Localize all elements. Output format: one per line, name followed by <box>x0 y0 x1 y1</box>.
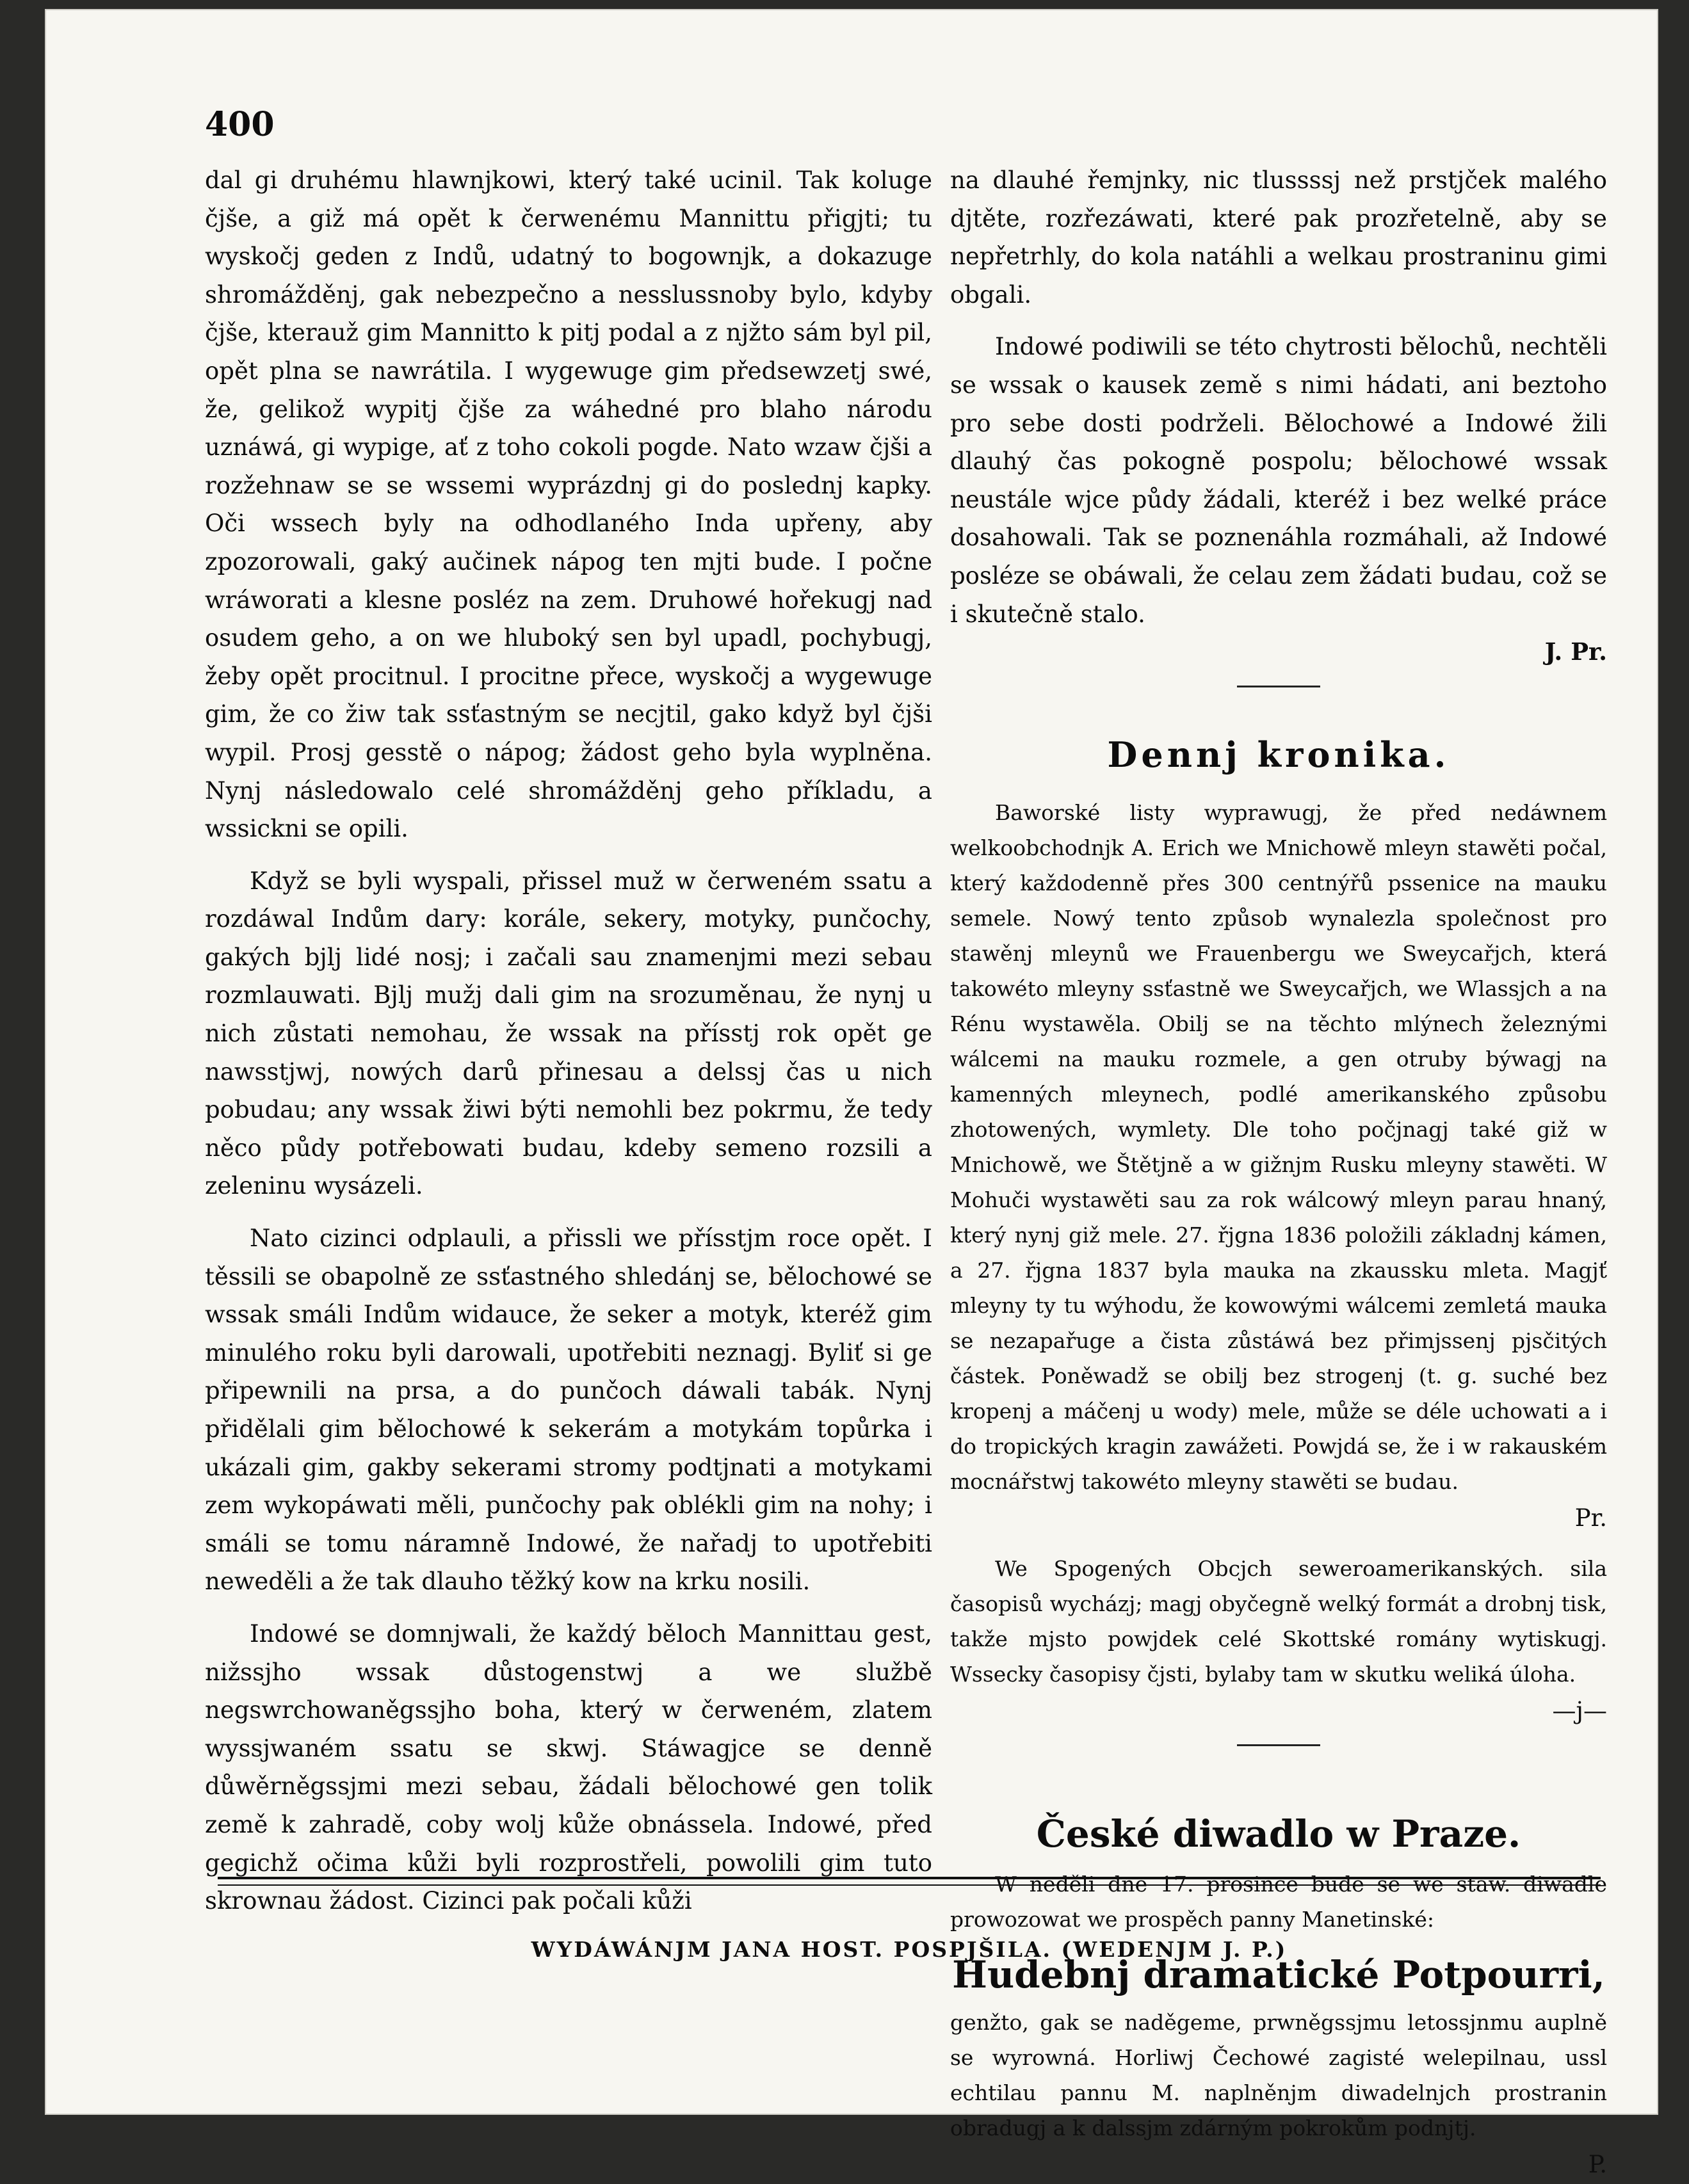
article-paragraph: Když se byli wyspali, přissel muž w čerweném ssatu a rozdáwal Indům dary: korále, sekery, motyky, punčochy, gakých bjlj lidé nosj; i začali sau znamenjmi mezi sebau rozmlauwati. Bjlj mužj dali gim na srozuměnau, že nynj u nich zůstati nemohau, že wssak na přísstj rok opět ge nawsstjwj, nowých darů přinesau a delssj čas u nich pobudau; any wssak žiwi býti nemohli bez pokrmu, že tedy něco půdy potřebowati budau, kdeby semeno rozsili a zeleninu wysázeli. <box>205 867 932 1200</box>
author-signature: J. Pr. <box>1544 638 1607 666</box>
kronika-paragraph: We Spogených Obcjch seweroamerikanských. sila časopisů wycházj; magj obyčegně welký formát a drobnj tisk, takže mjsto powjdek celé Skottské romány wytiskugj. Wssecky časopisy čjsti, bylaby tam w skutku weliká úloha. <box>950 1556 1607 1687</box>
left-column <box>205 161 932 1920</box>
section-divider <box>1237 1744 1320 1746</box>
section-title-kronika: Dennj kronika. <box>1107 734 1450 775</box>
article-paragraph: na dlauhé řemjnky, nic tlussssj než prstjček malého djtěte, rozřezáwati, které pak prozřetelně, aby se nepřetrhly, do kola natáhli a welkau prostraninu gimi obgali. <box>950 166 1607 309</box>
author-signature: Pr. <box>1574 1504 1607 1532</box>
publisher-footer: WYDÁWÁNJM JANA HOST. POSPJŠILA. (WEDENJM J. P.) <box>531 1937 1288 1962</box>
newspaper-page <box>45 9 1658 2178</box>
event-description: genžto, gak se naděgeme, prwněgssjmu letossjnmu auplně se wyrowná. Horliwj Čechowé zagisté welepilnau, ussl echtilau pannu M. naplněnjm diwadelnjch prostranin obradugj a k dalssjm zdárným pokrokům podnjtj. <box>950 2009 1607 2140</box>
kronika-paragraph: Baworské listy wyprawugj, že před nedáwnem welkoobchodnjk A. Erich we Mnichowě mleyn stawěti počal, který každodenně přes 300 centnýřů pssenice na mauku semele. Nowý tento způsob wynalezla společnost pro stawěnj mleynů we Frauenbergu we Sweycařjch, která takowéto mleyny ssťastně we Sweycařjch, we Wlassjch a na Rénu wystawěla. Obilj se na těchto mlýnech železnými wálcemi na mauku rozmele, a gen otruby býwagj na kamenných mleynech, podlé amerikanského způsobu zhotowených, wymlety. Dle toho počjnagj také giž w Mnichowě, we Štětjně a w gižnjm Rusku mleyny stawěti. W Mohuči wystawěti sau za rok wálcowý mleyn parau hnaný, který nynj giž mele. 27. řjgna 1836 položili základnj kámen, a 27. řjgna 1837 byla mauka na zkaussku mleta. Magjť mleyny ty tu wýhodu, že kowowými wálcemi zemletá mauka se nezapařuge a čista zůstáwá bez přimjssenj pjsčitých částek. Poněwadž se obilj bez strogenj (t. g. suché bez kropenj a máčenj u wody) mele, může se déle uchowati a i do tropických kragin zawážeti. Powjdá se, že i w rakauském mocnářstwj takowéto mleyny stawěti se budau. <box>950 799 1607 1494</box>
author-signature: P. <box>1588 2150 1607 2178</box>
article-paragraph: Indowé se domnjwali, že každý běloch Mannittau gest, nižssjho wssak důstogenstwj a we službě negswrchowaněgssjho boha, který w čerweném, zlatem wyssjwaném ssatu se skwj. Stáwagjce se denně důwěrněgssjmi mezi sebau, žádali bělochowé gen tolik země k zahradě, coby wolj kůže obnássela. Indowé, před gegichž očima kůži byli rozprostřeli, powolili gim tuto skrownau žádost. Cizinci pak počali kůži <box>205 1619 932 1915</box>
section-divider <box>1237 686 1320 687</box>
footer-rule <box>218 1877 1601 1886</box>
article-paragraph: Nato cizinci odplauli, a přissli we přísstjm roce opět. I těssili se obapolně ze ssťastného shledánj se, bělochowé se wssak smáli Indům widauce, že seker a motyk, kteréž gim minulého roku byli darowali, upotřebiti neznagj. Byliť si ge připewnili na prsa, a do punčoch dáwali tabák. Nynj přidělali gim bělochowé k sekerám a motykám topůrka i ukázali gim, gakby sekerami stromy podtjnati a motykami zem wykopáwati měli, punčochy pak oblékli gim na nohy; i smáli se tomu náramně Indowé, že nařadj to upotřebiti neweděli a že tak dlauho těžký kow na krku nosili. <box>205 1224 932 1596</box>
author-signature: —j— <box>1552 1697 1607 1725</box>
article-paragraph: Indowé podiwili se této chytrosti bělochů, nechtěli se wssak o kausek země s nimi hádati, ani beztoho pro sebe dosti podrželi. Bělochowé a Indowé žili dlauhý čas pokogně pospolu; bělochowé wssak neustále wjce půdy žádali, kteréž i bez welké práce dosahowali. Tak se poznenáhla rozmáhali, až Indowé posléze se obáwali, že celau zem žádati budau, což se i skutečně stalo. <box>950 333 1607 628</box>
page-number: 400 <box>205 105 275 144</box>
theatre-heading: České diwadlo w Praze. <box>1036 1811 1521 1856</box>
theatre-announcement: W neděli dne 17. prosince bude se we staw. diwadle prowozowat we prospěch panny Manetinské: <box>950 1871 1607 1932</box>
article-paragraph: dal gi druhému hlawnjkowi, který také ucinil. Tak koluge čjše, a giž má opět k čerwenému Mannittu přigjti; tu wyskočj geden z Indů, udatný to bogownjk, a dokazuge shromážděnj, gak nebezpečno a nesslussnoby bylo, kdyby čjše, kterauž gim Mannitto k pitj podal a z njžto sám byl pil, opět plna se nawrátila. I wygewuge gim předsewzetj swé, že, gelikož wypitj čjše za wáhedné pro blaho národu uznáwá, gi wypige, ať z toho cokoli pogde. Nato wzaw čjši a rozžehnaw se se wssemi wyprázdnj gi do poslednj kapky. Oči wssech byly na odhodlaného Inda upřeny, aby zpozorowali, gaký aučinek nápog ten mjti bude. I počne wráworati a klesne posléz na zem. Druhowé hořekugj nad osudem geho, a on we hluboký sen byl upadl, pochybugj, žeby opět procitnul. I procitne přece, wyskočj a wygewuge gim, že co žiw tak ssťastným se necjtil, gako když byl čjši wypil. Prosj gesstě o nápog; žádost geho byla wyplněna. Nynj následowalo celé shromážděnj geho příkladu, a wssickni se opili. <box>205 166 932 843</box>
event-title: Hudebnj dramatické Potpourri, <box>952 1952 1605 1996</box>
